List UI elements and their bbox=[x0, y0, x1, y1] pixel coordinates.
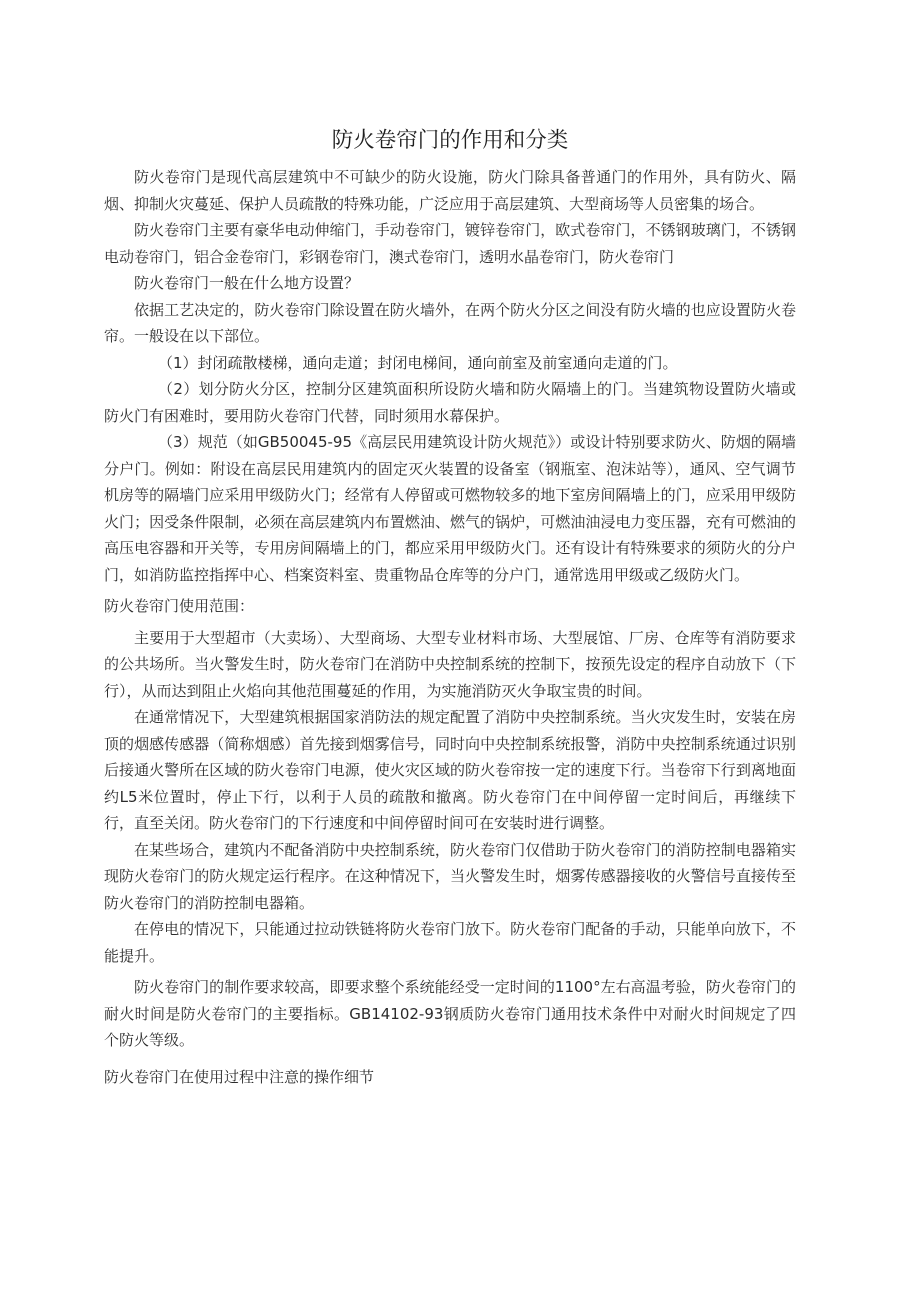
document-page bbox=[104, 124, 796, 1095]
document-title: 防火卷帘门的作用和分类 bbox=[331, 128, 569, 153]
paragraph-question: 防火卷帘门一般在什么地方设置？ bbox=[134, 274, 360, 292]
paragraph-types: 防火卷帘门主要有豪华电动伸缩门，手动卷帘门，镀锌卷帘门，欧式卷帘门，不锈钢玻璃门，不锈钢电动卷帘门，铝合金卷帘门，彩钢卷帘门，澳式卷帘门，透明水晶卷帘门，防火卷帘门 bbox=[104, 221, 796, 266]
paragraph-operation: 在通常情况下，大型建筑根据国家消防法的规定配置了消防中央控制系统。当火灾发生时，安装在房顶的烟感传感器（简称烟感）首先接到烟雾信号，同时向中央控制系统报警，消防中央控制系统通过识别后接通火警所在区域的防火卷帘门电源，使火灾区域的防火卷帘按一定的速度下行。当卷帘下行到离地面约L5米位置时，停止下行，以利于人员的疏散和撤离。防火卷帘门在中间停留一定时间后，再继续下行，直至关闭。防火卷帘门的下行速度和中间停留时间可在安装时进行调整。 bbox=[104, 708, 796, 832]
paragraph-locations: 依据工艺决定的，防火卷帘门除设置在防火墙外，在两个防火分区之间没有防火墙的也应设置防火卷帘。一般设在以下部位。 bbox=[104, 300, 796, 345]
paragraph-usage: 主要用于大型超市（大卖场）、大型商场、大型专业材料市场、大型展馆、厂房、仓库等有消防要求的公共场所。当火警发生时，防火卷帘门在消防中央控制系统的控制下，按预先设定的程序自动放下（下行），从而达到阻止火焰向其他范围蔓延的作用，为实施消防灭火争取宝贵的时间。 bbox=[104, 628, 796, 700]
paragraph-power-outage: 在停电的情况下，只能通过拉动铁链将防火卷帘门放下。防火卷帘门配备的手动，只能单向放下，不能提升。 bbox=[104, 920, 796, 965]
paragraph-no-central-control: 在某些场合，建筑内不配备消防中央控制系统，防火卷帘门仅借助于防火卷帘门的消防控制电器箱实现防火卷帘门的防火规定运行程序。在这种情况下，当火警发生时，烟雾传感器接收的火警信号直接传至防火卷帘门的消防控制电器箱。 bbox=[104, 840, 796, 912]
section-heading-scope: 防火卷帘门使用范围： bbox=[104, 597, 255, 615]
list-item-1: （1）封闭疏散楼梯，通向走道；封闭电梯间，通向前室及前室通向走道的门。 bbox=[158, 353, 678, 372]
paragraph-intro: 防火卷帘门是现代高层建筑中不可缺少的防火设施，防火门除具备普通门的作用外，具有防火、隔烟、抑制火灾蔓延、保护人员疏散的特殊功能，广泛应用于高层建筑、大型商场等人员密集的场合。 bbox=[104, 168, 796, 213]
list-item-3: （3）规范（如GB50045-95《高层民用建筑设计防火规范》）或设计特别要求防火、防烟的隔墙分户门。例如：附设在高层民用建筑内的固定灭火装置的设备室（钢瓶室、泡沫站等），通风、空气调节机房等的隔墙门应采用甲级防火门；经常有人停留或可燃物较多的地下室房间隔墙上的门，应采用甲级防火门；因受条件限制，必须在高层建筑内布置燃油、燃气的锅炉，可燃油油浸电力变压器，充有可燃油的高压电容器和开关等，专用房间隔墙上的门，都应采用甲级防火门。还有设计有特殊要求的须防火的分户门，如消防监控指挥中心、档案资料室、贵重物品仓库等的分户门，通常选用甲级或乙级防火门。 bbox=[104, 433, 796, 584]
section-heading-operation-details: 防火卷帘门在使用过程中注意的操作细节 bbox=[104, 1067, 375, 1086]
paragraph-fire-rating: 防火卷帘门的制作要求较高，即要求整个系统能经受一定时间的1100°左右高温考验，防火卷帘门的耐火时间是防火卷帘门的主要指标。GB14102-93钢质防火卷帘门通用技术条件中对耐火时间规定了四个防火等级。 bbox=[104, 978, 796, 1049]
list-item-2: （2）划分防火分区，控制分区建筑面积所设防火墙和防火隔墙上的门。当建筑物设置防火墙或防火门有困难时，要用防火卷帘门代替，同时须用水幕保护。 bbox=[104, 380, 796, 425]
